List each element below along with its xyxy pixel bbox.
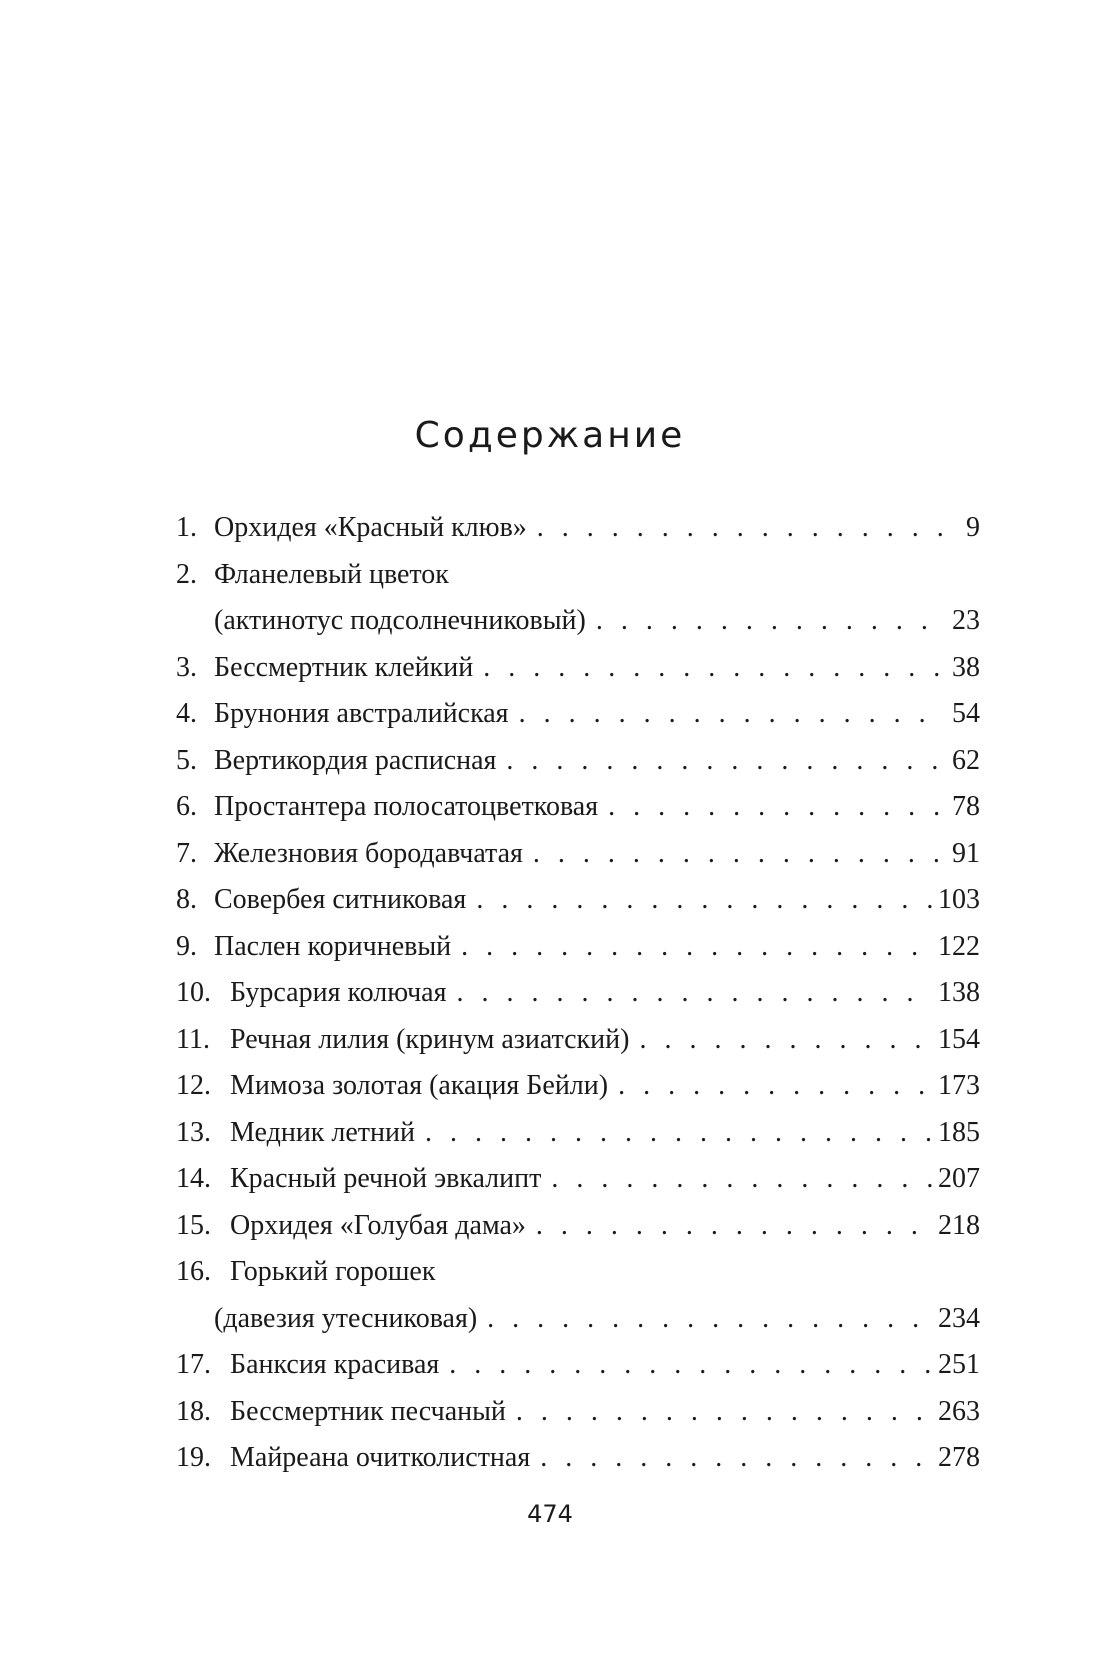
toc-entry [176, 1389, 980, 1436]
toc-entry [176, 1342, 980, 1389]
entry-number: 10. [176, 977, 211, 1008]
entry-number: 1. [176, 512, 197, 543]
entry-page: 173 [938, 1070, 980, 1101]
entry-title: Орхидея «Красный клюв» [214, 512, 527, 543]
entry-page: 218 [938, 1209, 980, 1241]
entry-number: 5. [176, 744, 197, 776]
entry-body [214, 1249, 980, 1342]
entry-number: 16. [176, 1256, 211, 1287]
dot-leader [456, 970, 932, 1017]
entry-number: 2. [176, 558, 197, 590]
toc-entry [176, 645, 980, 692]
entry-line [230, 1389, 980, 1436]
dot-leader [536, 1203, 932, 1250]
dot-leader [533, 831, 944, 878]
entry-title-line1: Горький горошек [230, 1256, 436, 1287]
entry-line [230, 1342, 980, 1389]
entry-page: 154 [938, 1023, 980, 1055]
dot-leader [487, 1296, 932, 1343]
entry-page: 9 [966, 512, 980, 543]
entry-body [214, 877, 980, 924]
entry-number: 8. [176, 884, 197, 915]
entry-line [214, 1296, 980, 1343]
entry-body [214, 691, 980, 738]
entry-page: 278 [938, 1442, 980, 1473]
entry-line [230, 1017, 980, 1064]
entry-body [230, 1063, 980, 1110]
entry-number: 9. [176, 930, 197, 962]
toc-entry [176, 1203, 980, 1250]
dot-leader [639, 1017, 932, 1064]
entry-body [214, 645, 980, 692]
entry-body [230, 1110, 980, 1157]
entry-line [214, 691, 980, 738]
toc-entry [176, 784, 980, 831]
toc-entry [176, 1435, 980, 1482]
toc-entry [176, 1017, 980, 1064]
entry-line [214, 738, 980, 785]
dot-leader [476, 877, 932, 924]
dot-leader [618, 1063, 932, 1110]
entry-body [214, 924, 980, 971]
entry-body [230, 1389, 980, 1436]
entry-line [214, 924, 980, 971]
dot-leader [537, 505, 944, 552]
entry-title: Брунония австралийская [214, 698, 509, 729]
entry-title: Орхидея «Голубая дама» [230, 1209, 526, 1241]
entry-number: 17. [176, 1349, 211, 1380]
entry-number: 6. [176, 791, 197, 822]
toc-list [176, 505, 980, 1482]
dot-leader [596, 598, 944, 645]
entry-body [214, 831, 980, 878]
entry-title: Майреана очитколистная [230, 1442, 531, 1473]
entry-title: Простантера полосатоцветковая [214, 791, 599, 822]
dot-leader [449, 1342, 932, 1389]
entry-number: 11. [176, 1023, 210, 1055]
entry-number: 3. [176, 651, 197, 683]
entry-body [230, 1017, 980, 1064]
toc-entry [176, 691, 980, 738]
entry-body [230, 1435, 980, 1482]
entry-line [230, 1156, 980, 1203]
entry-page: 62 [952, 744, 980, 776]
toc-entry [176, 738, 980, 785]
entry-line [230, 1435, 980, 1482]
toc-entry [176, 1110, 980, 1157]
entry-title: Вертикордия расписная [214, 744, 497, 776]
entry-body [230, 970, 980, 1017]
entry-title-line2: (актинотус подсолнечниковый) [214, 605, 586, 636]
entry-title-line2: (давезия утесниковая) [214, 1302, 478, 1334]
entry-title: Бурсария колючая [230, 977, 447, 1008]
entry-body [230, 1203, 980, 1250]
entry-number: 4. [176, 698, 197, 729]
entry-title: Паслен коричневый [214, 930, 452, 962]
entry-line [230, 1063, 980, 1110]
dot-leader [519, 691, 944, 738]
toc-entry [176, 1249, 980, 1342]
entry-title: Красный речной эвкалипт [230, 1163, 542, 1194]
toc-entry [176, 1156, 980, 1203]
entry-page: 23 [952, 605, 980, 636]
entry-body [214, 738, 980, 785]
entry-line [214, 598, 980, 645]
entry-line [214, 831, 980, 878]
dot-leader [608, 784, 944, 831]
dot-leader [540, 1435, 932, 1482]
entry-page: 54 [952, 698, 980, 729]
entry-line [230, 970, 980, 1017]
entry-number: 19. [176, 1442, 211, 1473]
entry-line [214, 505, 980, 552]
entry-body [230, 1342, 980, 1389]
entry-page: 91 [952, 837, 980, 869]
entry-title: Мимоза золотая (акация Бейли) [230, 1070, 609, 1101]
entry-line [214, 877, 980, 924]
toc-entry [176, 552, 980, 645]
entry-title: Речная лилия (кринум азиатский) [230, 1023, 630, 1055]
toc-entry [176, 1063, 980, 1110]
entry-number: 7. [176, 837, 197, 869]
entry-title: Совербея ситниковая [214, 884, 467, 915]
entry-page: 185 [938, 1116, 980, 1148]
entry-title: Бессмертник клейкий [214, 651, 474, 683]
entry-page: 263 [938, 1395, 980, 1427]
dot-leader [483, 645, 944, 692]
toc-entry [176, 505, 980, 552]
dot-leader [425, 1110, 932, 1157]
entry-page: 78 [952, 791, 980, 822]
dot-leader [516, 1389, 932, 1436]
entry-body [230, 1156, 980, 1203]
entry-page: 103 [938, 884, 980, 915]
dot-leader [461, 924, 932, 971]
entry-title: Железновия бородавчатая [214, 837, 523, 869]
toc-entry [176, 970, 980, 1017]
toc-heading: Содержание [414, 415, 686, 456]
entry-body [214, 784, 980, 831]
entry-title: Банксия красивая [230, 1349, 440, 1380]
page-number: 474 [527, 1500, 573, 1528]
entry-title-line1: Фланелевый цветок [214, 558, 449, 590]
entry-body [214, 552, 980, 645]
dot-leader [551, 1156, 932, 1203]
toc-entry [176, 877, 980, 924]
entry-page: 38 [952, 651, 980, 683]
dot-leader [506, 738, 944, 785]
entry-line [230, 1110, 980, 1157]
entry-number: 12. [176, 1070, 211, 1101]
entry-line [214, 784, 980, 831]
entry-page: 251 [938, 1349, 980, 1380]
entry-title: Бессмертник песчаный [230, 1395, 506, 1427]
entry-title: Медник летний [230, 1116, 415, 1148]
entry-number: 15. [176, 1209, 211, 1241]
entry-number: 14. [176, 1163, 211, 1194]
entry-number: 13. [176, 1116, 211, 1148]
toc-entry [176, 924, 980, 971]
entry-page: 122 [938, 930, 980, 962]
toc-entry [176, 831, 980, 878]
entry-number: 18. [176, 1395, 211, 1427]
entry-line [230, 1203, 980, 1250]
entry-page: 234 [938, 1302, 980, 1334]
entry-page: 138 [938, 977, 980, 1008]
entry-line [214, 645, 980, 692]
entry-page: 207 [938, 1163, 980, 1194]
entry-body [214, 505, 980, 552]
